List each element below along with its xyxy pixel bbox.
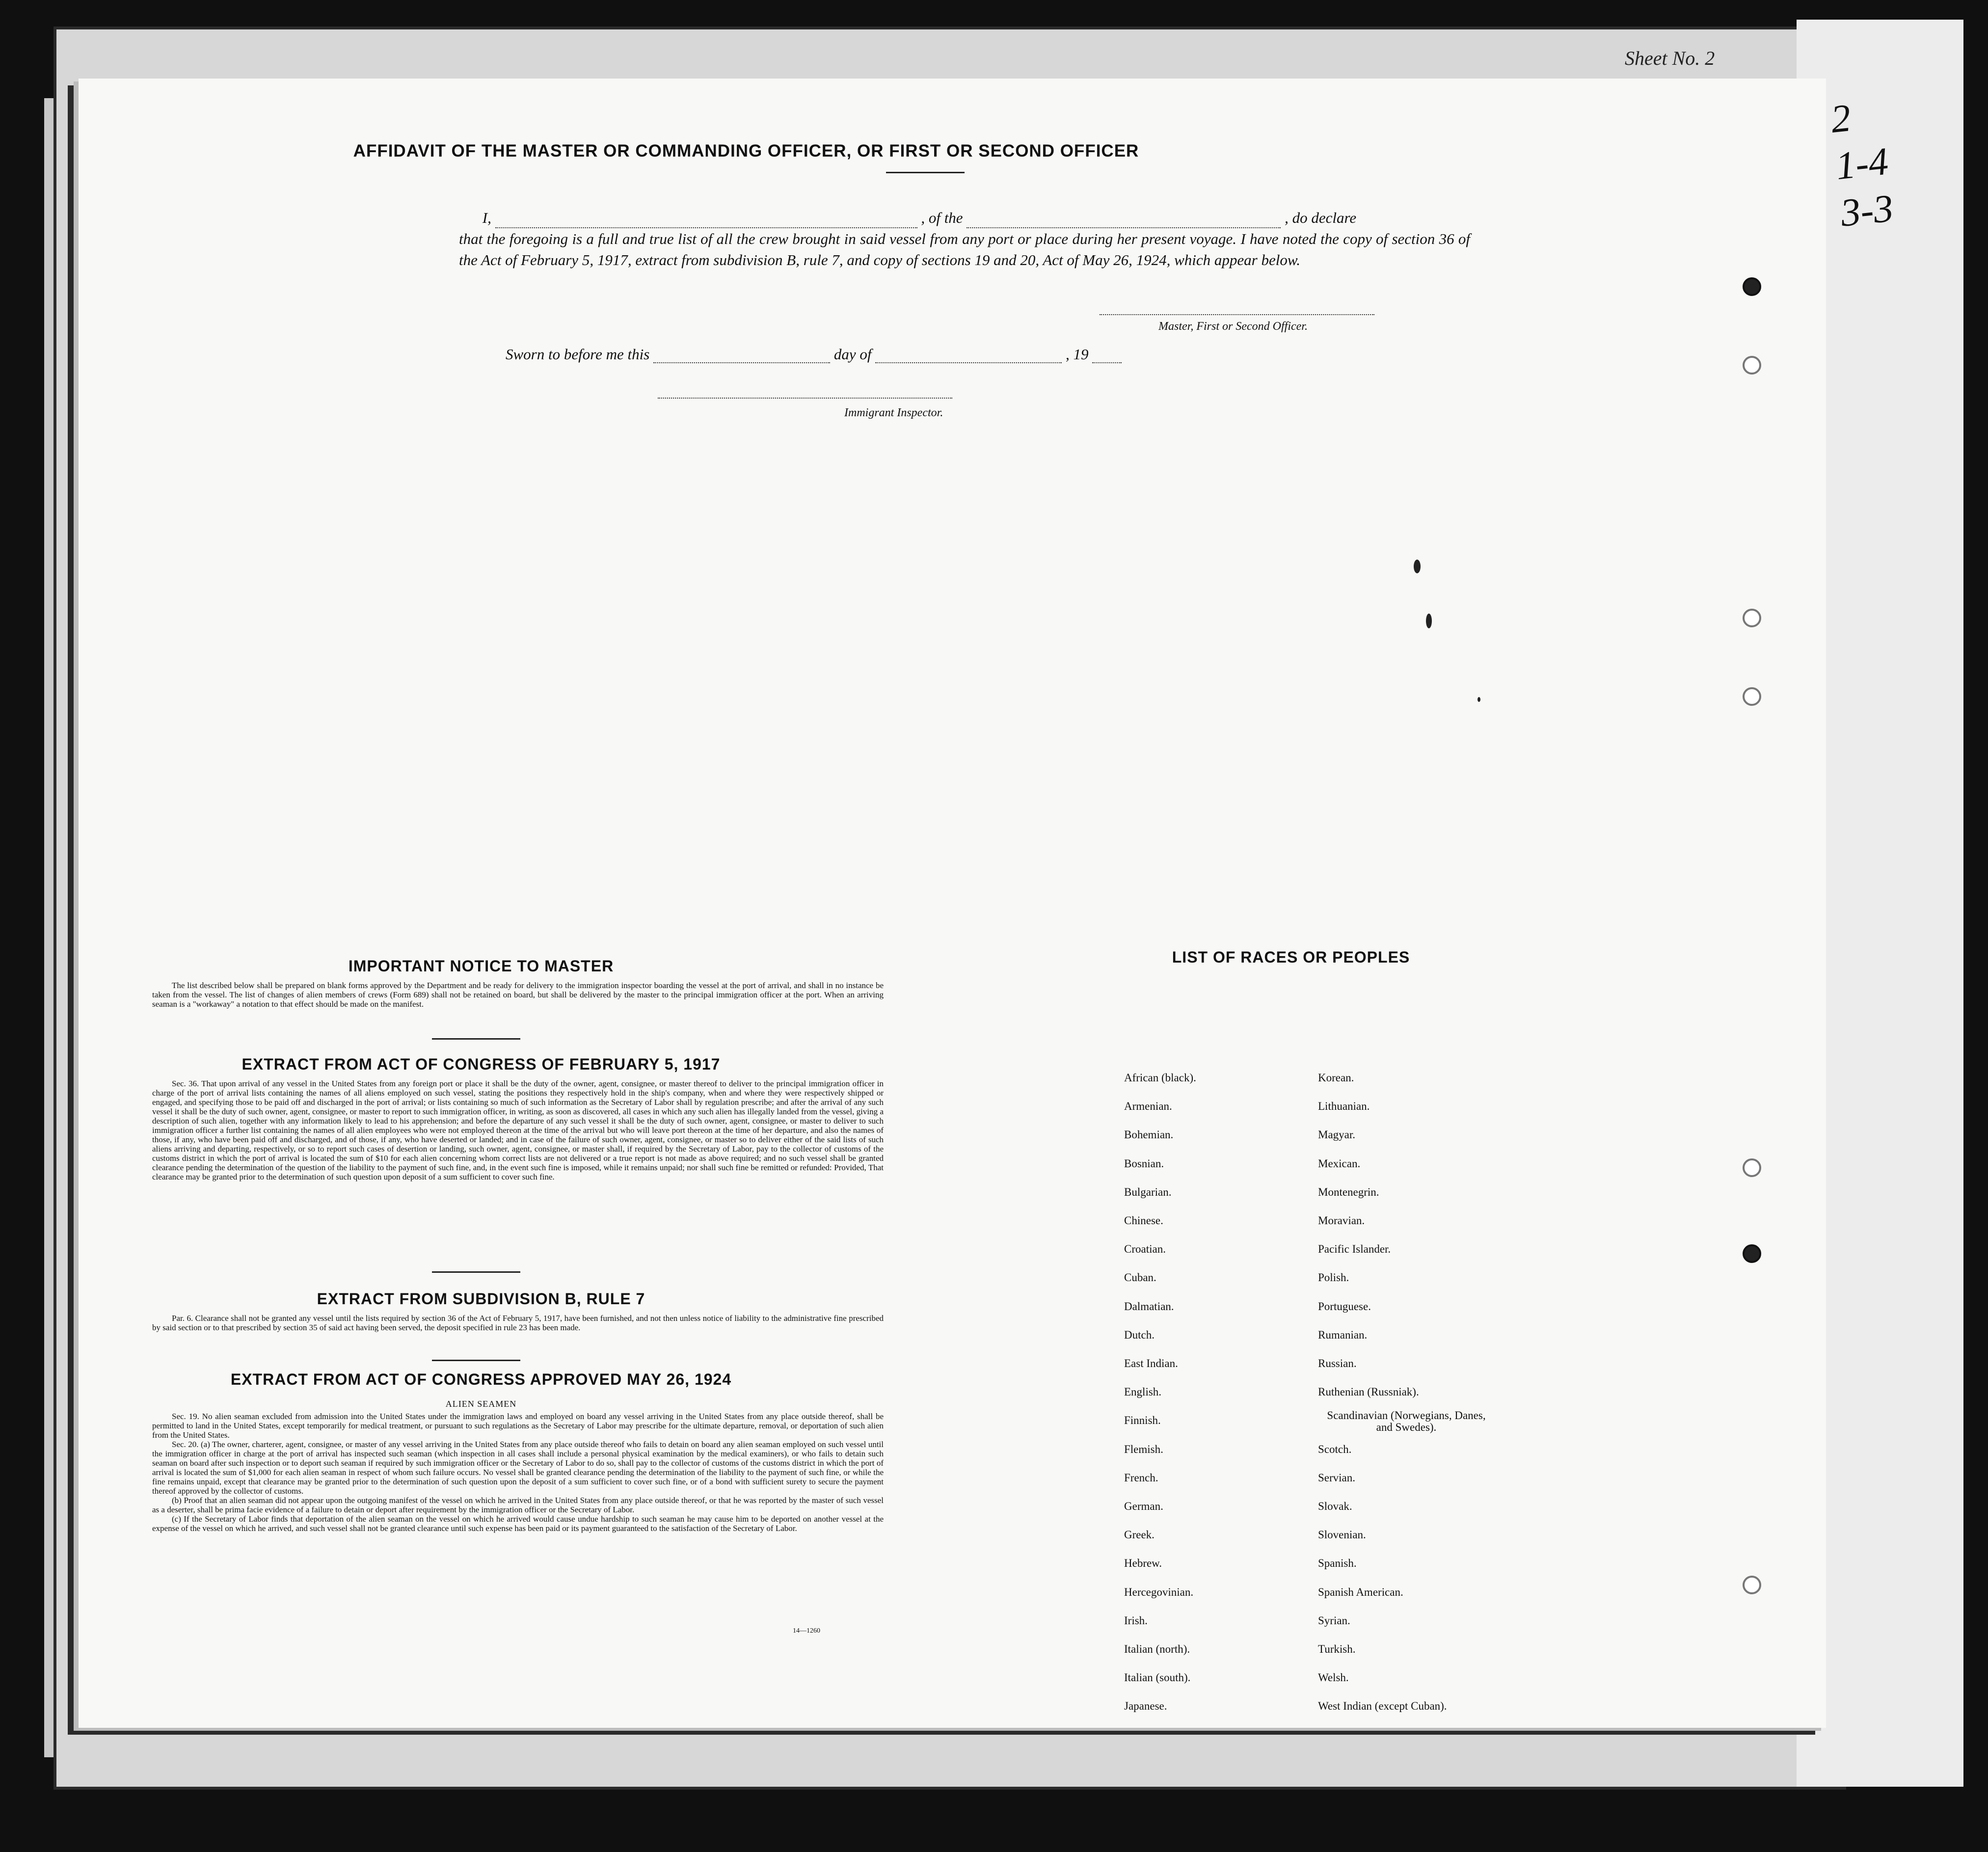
inspector-signature-field[interactable] [658, 398, 952, 399]
extract-1924-text [152, 1412, 884, 1533]
declaration-text: that the foregoing is a full and true list of all the crew brought in said vessel from any port or place during her present voyage. I have noted the copy of section 36 of the Act of February 5, 1917, extract from subdivision B, rule 7, and copy of sections 19 and 20, Act of May 26, 1924, which appear below. [459, 230, 1470, 268]
race-entry: Slovenian. [1318, 1529, 1366, 1541]
rule7-text: Par. 6. Clearance shall not be granted any vessel until the lists required by section 36 of the Act of February 5, 1917, have been furnished, and not then unless notice of liability to the administrative fine prescribed by said section or to that prescribed by section 35 of said act having been served, the deposit specified in rule 23 has been made. [152, 1314, 884, 1332]
punch-hole [1743, 356, 1761, 375]
sworn-prefix: Sworn to before me this [506, 346, 650, 363]
race-entry: Scandinavian (Norwegians, Danes, and Swedes). [1327, 1409, 1486, 1433]
section-rule [432, 1271, 520, 1273]
race-entry: Polish. [1318, 1271, 1349, 1284]
section-rule [432, 1360, 520, 1361]
punch-hole [1743, 687, 1761, 706]
race-entry: Spanish American. [1318, 1586, 1403, 1598]
title-rule [886, 172, 965, 173]
form-number: 14—1260 [793, 1627, 820, 1635]
race-entry: Cuban. [1124, 1271, 1156, 1284]
race-entry: Finnish. [1124, 1414, 1161, 1426]
race-entry: Slovak. [1318, 1500, 1352, 1512]
section-20a-text: Sec. 20. (a) The owner, charterer, agent, consignee, or master of any vessel arriving in the United States from any place outside thereof who fails to detain on board any alien seaman employed on such vessel until the immigration officer in charge at the port of arrival has inspected such seaman (which inspection in all cases shall include a personal physical examination by the medical examiners), or who fails to detain such seaman on board after such inspection or to deport such seaman if required by such immigration officer or the Secretary of Labor to do so, shall pay to the collector of customs of the customs district in which the port of arrival is located the sum of $1,000 for each alien seaman in respect of whom such failure occurs. No vessel shall be granted clearance pending the determination of the liability to the payment of such fine, or while the fine remains unpaid, except that clearance may be granted prior to the determination of such question upon the deposit of a sum sufficient to cover such fine, or of a bond with sufficient surety to secure the payment thereof approved by the collector of customs. [152, 1440, 884, 1496]
margin-mark: 2 [1828, 96, 1853, 141]
race-entry: Dutch. [1124, 1329, 1155, 1341]
sworn-day-field[interactable] [653, 362, 830, 363]
races-title: LIST OF RACES OR PEOPLES [1172, 948, 1410, 966]
sworn-month-field[interactable] [875, 362, 1062, 363]
race-entry: Pacific Islander. [1318, 1243, 1391, 1255]
sheet-number: Sheet No. 2 [1625, 47, 1715, 69]
race-entry: Bosnian. [1124, 1157, 1164, 1170]
master-signature-field[interactable] [1100, 314, 1374, 315]
extract-1917-title: EXTRACT FROM ACT OF CONGRESS OF FEBRUARY 5, 1917 [242, 1055, 721, 1073]
notice-text: The list described below shall be prepared on blank forms approved by the Department and be ready for delivery to the immigration inspector boarding the vessel at the port of arrival, and shall in no instance be taken from the vessel. The list of changes of alien members of crews (Form 689) shall not be retained on board, but shall be delivered by the master to the principal immigration officer at the port. When an arriving seaman is a "workaway" a notation to that effect should be made on the manifest. [152, 981, 884, 1009]
race-entry: West Indian (except Cuban). [1318, 1700, 1447, 1712]
sworn-year-field[interactable] [1092, 362, 1122, 363]
inspector-label: Immigrant Inspector. [844, 406, 943, 419]
race-entry: Japanese. [1124, 1700, 1167, 1712]
alien-seamen-subtitle: ALIEN SEAMEN [445, 1399, 517, 1409]
race-entry: Scotch. [1318, 1443, 1352, 1455]
race-entry: Servian. [1318, 1472, 1356, 1484]
race-entry: Chinese. [1124, 1214, 1163, 1227]
race-entry: Hebrew. [1124, 1557, 1162, 1569]
margin-mark: 1-4 [1833, 139, 1890, 188]
race-entry: Portuguese. [1318, 1300, 1371, 1313]
section-19-text: Sec. 19. No alien seaman excluded from admission into the United States under the immigration laws and employed on board any vessel arriving in the United States from any place outside thereof, shall be permitted to land in the United States, except temporarily for medical treatment, or pursuant to such regulations as the Secretary of Labor may prescribe for the ultimate departure, removal, or deportation of such alien from the United States. [152, 1412, 884, 1440]
sworn-day-label: day of [833, 346, 872, 363]
race-entry: Irish. [1124, 1614, 1148, 1627]
race-entry: Hercegovinian. [1124, 1586, 1194, 1598]
sworn-statement [506, 346, 1122, 363]
do-declare-label: , do declare [1285, 209, 1357, 226]
punch-hole [1743, 277, 1761, 296]
ink-speck [1426, 614, 1432, 628]
race-entry: Rumanian. [1318, 1329, 1368, 1341]
declaration-first-line [459, 207, 1470, 228]
race-entry: Lithuanian. [1318, 1100, 1370, 1112]
rule7-title: EXTRACT FROM SUBDIVISION B, RULE 7 [317, 1290, 645, 1308]
race-entry: Armenian. [1124, 1100, 1172, 1112]
master-signature-label: Master, First or Second Officer. [1158, 320, 1308, 333]
affidavit-i-label: I, [482, 209, 491, 226]
race-entry: African (black). [1124, 1072, 1196, 1084]
race-entry: Turkish. [1318, 1643, 1356, 1655]
section-rule [432, 1038, 520, 1040]
margin-mark: 3-3 [1838, 187, 1895, 235]
ink-speck [1414, 560, 1421, 573]
race-entry: Syrian. [1318, 1614, 1350, 1627]
notice-title: IMPORTANT NOTICE TO MASTER [348, 957, 614, 975]
affidavit-page [79, 79, 1826, 1728]
punch-hole [1743, 1158, 1761, 1177]
race-entry: Moravian. [1318, 1214, 1365, 1227]
section-20c-text: (c) If the Secretary of Labor finds that deportation of the alien seaman on the vessel on which he arrived would cause undue hardship to such seaman he may cause him to be deported on another vessel at the expense of the vessel on which he arrived, and such vessel shall not be granted clearance until such expense has been paid or its payment guaranteed to the satisfaction of the Secretary of Labor. [152, 1514, 884, 1533]
race-entry: Ruthenian (Russniak). [1318, 1386, 1419, 1398]
punch-hole [1743, 1576, 1761, 1594]
race-entry: Mexican. [1318, 1157, 1361, 1170]
race-entry: German. [1124, 1500, 1163, 1512]
race-entry: Croatian. [1124, 1243, 1166, 1255]
of-the-label: , of the [921, 209, 963, 226]
section-20b-text: (b) Proof that an alien seaman did not appear upon the outgoing manifest of the vessel on which he arrived in the United States from any place outside thereof, or that he was reported by the master of such vessel as a deserter, shall be prima facie evidence of a failure to detain or deport after requirement by the immigration officer or the Secretary of Labor. [152, 1496, 884, 1514]
race-entry: Spanish. [1318, 1557, 1357, 1569]
race-entry: French. [1124, 1472, 1158, 1484]
ink-speck [1478, 697, 1480, 702]
race-entry: Bohemian. [1124, 1128, 1174, 1141]
race-entry: Korean. [1318, 1072, 1354, 1084]
punch-hole [1743, 1244, 1761, 1263]
race-entry: Greek. [1124, 1529, 1155, 1541]
extract-1917-text: Sec. 36. That upon arrival of any vessel in the United States from any foreign port or place it shall be the duty of the owner, agent, consignee, or master thereof to deliver to the principal immigration officer in charge of the port of arrival lists containing the names of all aliens employed on such vessel, stating the positions they respectively hold in the ship's company, when and where they were respectively shipped or engaged, and specifying those to be paid off and discharged in the port of arrival; or lists containing so much of such information as the Secretary of Labor shall by regulation prescribe; and after the arrival of any such vessel it shall be the duty of such owner, agent, consignee, or master to report to such immigration officer, in writing, as soon as discovered, all cases in which any such alien has illegally landed from the vessel, giving a description of such alien, together with any information likely to lead to his apprehension; and before the departure of any such vessel it shall be the duty of such owner, agent, consignee, or master to deliver to such immigration officer a further list containing the names of all alien employees who were not employed thereon at the time of the arrival but who will leave port thereon at the time of her departure, and also the names of those, if any, who have been paid off and discharged, and of those, if any, who have deserted or landed; and in case of the failure of such owner, agent, consignee, or master so to deliver either of the said lists of such aliens arriving and departing, respectively, or so to report such cases of desertion or landing, such owner, agent, consignee, or master shall, if required by the Secretary of Labor, pay to the collector of customs of the customs district in which the port of arrival is located the sum of $10 for each alien concerning whom correct lists are not delivered or a true report is not made as above required; and no such vessel shall be granted clearance pending the determination of the question of the liability to the payment of such fine, and, in the event such fine is imposed, while it remains unpaid; nor shall such fine be remitted or refunded: Provided, That clearance may be granted prior to the determination of such question upon deposit of a sum sufficient to cover such fine. [152, 1079, 884, 1181]
punch-hole [1743, 609, 1761, 627]
race-entry: Russian. [1318, 1357, 1357, 1369]
race-entry: Montenegrin. [1318, 1186, 1379, 1198]
race-entry: Flemish. [1124, 1443, 1163, 1455]
race-entry: Dalmatian. [1124, 1300, 1174, 1313]
affidavit-declaration [459, 207, 1470, 270]
race-entry: Welsh. [1318, 1671, 1349, 1684]
race-entry: English. [1124, 1386, 1162, 1398]
extract-1924-title: EXTRACT FROM ACT OF CONGRESS APPROVED MAY 26, 1924 [230, 1370, 732, 1388]
race-entry: Italian (south). [1124, 1671, 1191, 1684]
affidavit-title: AFFIDAVIT OF THE MASTER OR COMMANDING OFFICER, OR FIRST OR SECOND OFFICER [353, 141, 1139, 161]
sworn-year-label: , 19 [1065, 346, 1089, 363]
race-entry: Italian (north). [1124, 1643, 1190, 1655]
race-entry: Bulgarian. [1124, 1186, 1172, 1198]
race-entry: Magyar. [1318, 1128, 1356, 1141]
race-entry: East Indian. [1124, 1357, 1178, 1369]
